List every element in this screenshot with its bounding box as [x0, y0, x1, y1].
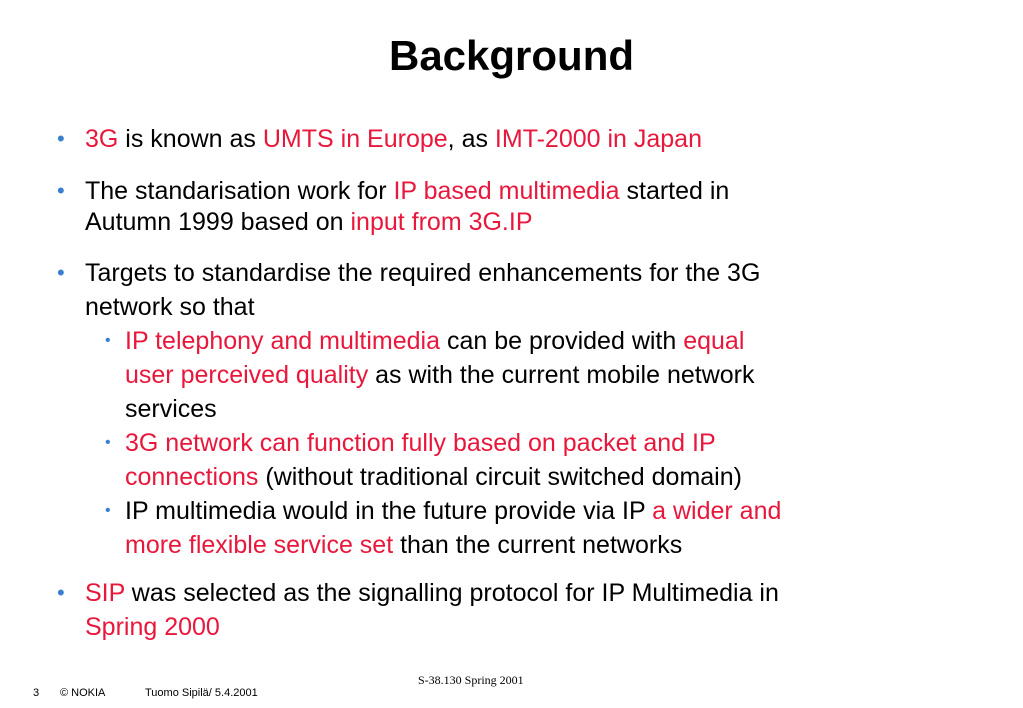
highlighted-text: user perceived quality: [125, 361, 369, 389]
page-number: 3: [33, 687, 40, 699]
highlighted-text: 3G network can function fully based on packet and IP: [125, 429, 716, 457]
text-segment: (without traditional circuit switched domain): [258, 463, 742, 491]
highlighted-text: a wider and: [652, 497, 782, 525]
sub-bullet-line: [125, 324, 744, 358]
highlighted-text: input from 3G.IP: [350, 208, 533, 236]
text-segment: Autumn 1999 based on: [85, 208, 351, 236]
highlighted-text: more flexible service set: [125, 531, 394, 559]
text-segment: started in: [619, 177, 730, 205]
text-segment: than the current networks: [393, 531, 683, 559]
sub-bullet-line: [125, 528, 682, 562]
text-segment: is known as: [118, 125, 263, 153]
text-segment: Targets to standardise the required enhancements for the 3G: [85, 259, 761, 287]
sub-bullet-line: [125, 494, 781, 528]
text-segment: services: [125, 395, 217, 423]
bullet-line: [85, 610, 220, 644]
sub-bullet-icon: •: [105, 434, 111, 451]
highlighted-text: IMT-2000 in Japan: [494, 125, 702, 153]
text-segment: can be provided with: [440, 327, 684, 355]
copyright-label: © NOKIA: [60, 687, 106, 699]
bullet-icon: •: [57, 178, 65, 203]
text-segment: The standarisation work for: [85, 177, 394, 205]
sub-bullet-line: [125, 460, 742, 494]
highlighted-text: equal: [683, 327, 745, 355]
text-segment: as with the current mobile network: [368, 361, 755, 389]
text-segment: was selected as the signalling protocol for IP Multimedia in: [124, 579, 779, 607]
bullet-icon: •: [57, 126, 65, 151]
highlighted-text: UMTS in Europe: [262, 125, 448, 153]
sub-bullet-icon: •: [105, 502, 111, 519]
bullet-icon: •: [57, 580, 65, 605]
sub-bullet-line: [125, 426, 716, 460]
text-segment: network so that: [85, 293, 255, 321]
highlighted-text: connections: [125, 463, 259, 491]
bullet-line: [85, 290, 255, 324]
sub-bullet-line: [125, 358, 754, 392]
highlighted-text: Spring 2000: [85, 613, 220, 641]
highlighted-text: IP telephony and multimedia: [125, 327, 441, 355]
slide-title: Background: [388, 32, 635, 79]
bullet-line: [85, 576, 779, 610]
bullet-line: [85, 122, 702, 156]
sub-bullet-icon: •: [105, 332, 111, 349]
author-date: Tuomo Sipilä/ 5.4.2001: [145, 687, 258, 699]
course-label: S-38.130 Spring 2001: [418, 673, 524, 687]
bullet-line: [85, 205, 533, 239]
sub-bullet-line: [125, 392, 217, 426]
bullet-line: [85, 174, 729, 208]
highlighted-text: 3G: [85, 125, 119, 153]
bullet-icon: •: [57, 260, 65, 285]
highlighted-text: SIP: [85, 579, 125, 607]
text-segment: , as: [447, 125, 495, 153]
bullet-line: [85, 256, 760, 290]
highlighted-text: IP based multimedia: [393, 177, 620, 205]
text-segment: IP multimedia would in the future provide via IP: [125, 497, 653, 525]
